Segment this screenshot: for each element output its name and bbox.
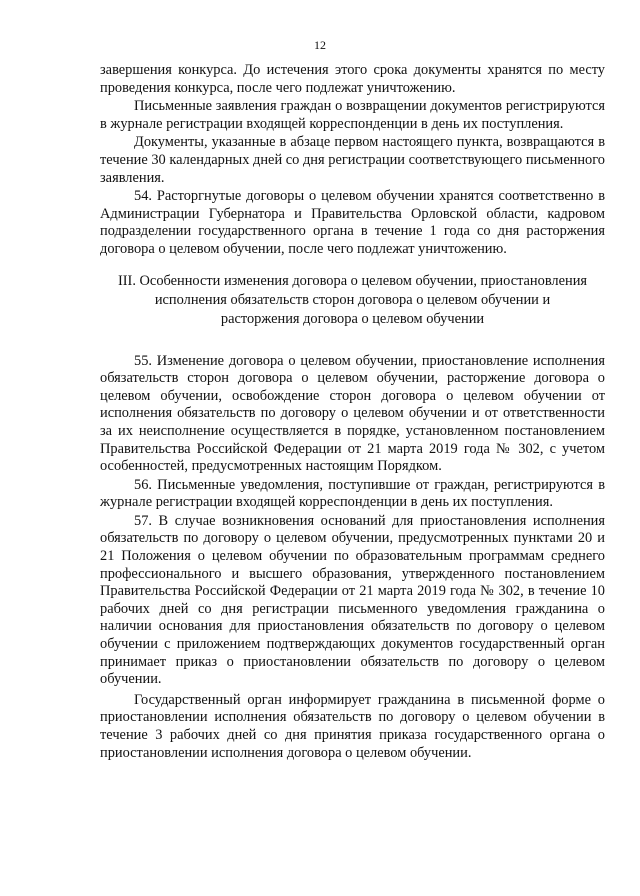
paragraph-55: 55. Изменение договора о целевом обучении, приостановление исполнения обязательств сторон договора о целевом обучении, расторжение договора о целевом обучении, освобождение сторон договора о целевом обучении от исполнения обязательств по договору о целевом обучении и от ответственности за их неисполнение осуществляется в порядке, установленном постановлением Правительства Российской Федерации от 21 марта 2019 года № 302, с учетом особенностей, предусмотренных настоящим Порядком.	[100, 352, 605, 475]
paragraph-54: 54. Расторгнутые договоры о целевом обучении хранятся соответственно в Администрации Губернатора и Правительства Орловской области, кадровом подразделении государственного органа в течение 1 года со дня расторжения договора о целевом обучении, после чего подлежат уничтожению.	[100, 188, 605, 257]
paragraph-return-documents: Документы, указанные в абзаце первом настоящего пункта, возвращаются в течение 30 календарных дней со дня регистрации соответствующего письменного заявления.	[100, 134, 605, 186]
paragraph-56: 56. Письменные уведомления, поступившие от граждан, регистрируются в журнале регистрации входящей корреспонденции в день их поступления.	[100, 476, 605, 511]
paragraph-57: 57. В случае возникновения оснований для приостановления исполнения обязательств по договору о целевом обучении, предусмотренных пунктами 20 и 21 Положения о целевом обучении по образовательным программам среднего профессионального и высшего образования, утвержденного постановлением Правительства Российской Федерации от 21 марта 2019 года № 302, в течение 10 рабочих дней со дня регистрации письменного уведомления гражданина о наличии основания для приостановления обязательств по договору о целевом обучении с приложением подтверждающих документов государственный орган принимает приказ о приостановлении обязательств по договору о целевом обучении.	[100, 512, 605, 688]
paragraph-continuation: завершения конкурса. До истечения этого срока документы хранятся по месту проведения конкурса, после чего подлежат уничтожению.	[100, 62, 605, 96]
paragraph-inform-citizen: Государственный орган информирует гражданина в письменной форме о приостановлении исполнения обязательств по договору о целевом обучении в течение 3 рабочих дней со дня принятия приказа государственного органа о приостановлении исполнения договора о целевом обучении.	[100, 691, 605, 761]
paragraph-return-applications: Письменные заявления граждан о возвращении документов регистрируются в журнале регистрации входящей корреспонденции в день их поступления.	[100, 98, 605, 132]
page-number: 12	[314, 38, 326, 52]
document-body	[100, 62, 605, 762]
section-heading: III. Особенности изменения договора о целевом обучении, приостановления исполнения обязательств сторон договора о целевом обучении и расторжения договора о целевом обучении	[117, 272, 588, 327]
